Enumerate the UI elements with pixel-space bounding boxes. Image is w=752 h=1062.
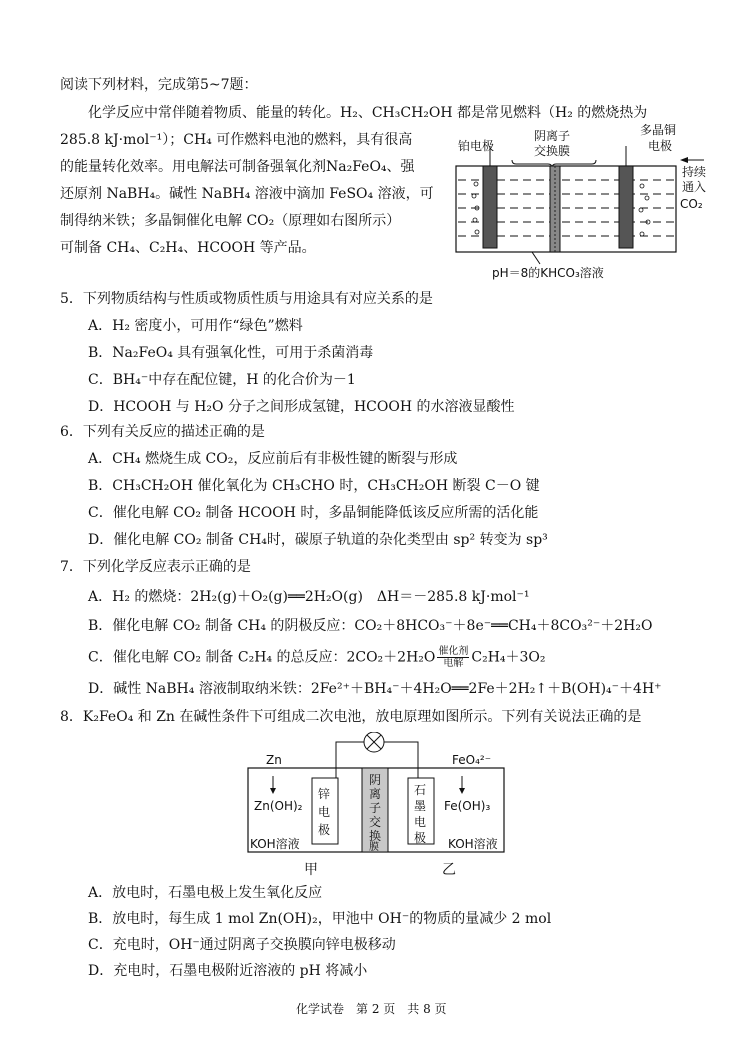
q7-option-a[interactable]: A．H₂ 的燃烧：2H₂(g)＋O₂(g)══2H₂O(g) ΔH＝－285.8 kJ·mol⁻¹ xyxy=(88,589,530,605)
q6-option-d[interactable]: D．催化电解 CO₂ 制备 CH₄时，碳原子轨道的杂化类型由 sp² 转变为 sp³ xyxy=(88,532,548,548)
intro-line-1: 化学反应中常伴随着物质、能量的转化。H₂、CH₃CH₂OH 都是常见燃料（H₂ 的燃烧热为 xyxy=(88,105,648,121)
q7-c-condition: $\frac{\text{催化剂}}{\text{电解}}$ xyxy=(438,646,469,669)
q8-option-a[interactable]: A．放电时，石墨电极上发生氧化反应 xyxy=(88,885,323,901)
label-solution: pH＝8的KHCO₃溶液 xyxy=(492,266,604,280)
zn-label: Zn xyxy=(266,753,282,767)
label-membrane-1: 阴离子 xyxy=(534,129,571,143)
label-yi: 乙 xyxy=(442,862,456,878)
q7-option-d[interactable]: D．碱性 NaBH₄ 溶液制取纳米铁：2Fe²⁺＋BH₄⁻＋4H₂O══2Fe＋2H₂↑＋B(OH)₄⁻＋4H⁺ xyxy=(88,681,662,697)
intro-line-2: 285.8 kJ·mol⁻¹）；CH₄ 可作燃料电池的燃料，具有很高 xyxy=(60,132,413,148)
membrane-char-3: 子 xyxy=(369,801,382,815)
q7-option-c[interactable] xyxy=(88,646,546,669)
membrane-char-6: 膜 xyxy=(369,842,379,853)
label-gas-1: 持续 xyxy=(682,165,707,179)
battery-diagram xyxy=(246,732,506,882)
zn-oh-2-label: Zn(OH)₂ xyxy=(254,799,303,813)
membrane-char-1: 阴 xyxy=(369,773,382,787)
q8-option-d[interactable]: D．充电时，石墨电极附近溶液的 pH 将减小 xyxy=(88,963,368,979)
intro-line-3: 的能量转化效率。用电解法可制备强氧化剂Na₂FeO₄、强 xyxy=(60,159,415,175)
intro-line-6: 可制备 CH₄、C₂H₄、HCOOH 等产品。 xyxy=(60,240,316,256)
graphite-electrode-char-4: 极 xyxy=(414,831,427,845)
membrane-char-4: 交 xyxy=(369,815,382,829)
label-cu-electrode-2: 电极 xyxy=(648,139,673,153)
q7-option-b[interactable]: B．催化电解 CO₂ 制备 CH₄ 的阴极反应：CO₂＋8HCO₃⁻＋8e⁻══CH₄＋8CO₃²⁻＋2H₂O xyxy=(88,618,653,634)
q7-c-right: C₂H₄＋3O₂ xyxy=(471,649,546,666)
membrane-char-2: 离 xyxy=(369,787,382,801)
q5-option-b[interactable]: B．Na₂FeO₄ 具有强氧化性，可用于杀菌消毒 xyxy=(88,345,374,361)
q6-option-c[interactable]: C．催化电解 CO₂ 制备 HCOOH 时，多晶铜能降低该反应所需的活化能 xyxy=(88,505,539,521)
label-cu-electrode-1: 多晶铜 xyxy=(640,124,677,137)
right-solution-label: KOH溶液 xyxy=(448,837,498,851)
q5-option-d[interactable]: D．HCOOH 与 H₂O 分子之间形成氢键，HCOOH 的水溶液显酸性 xyxy=(88,399,515,415)
zinc-electrode-char-3: 极 xyxy=(318,823,331,837)
electrolysis-diagram xyxy=(452,124,714,284)
q5-option-a[interactable]: A．H₂ 密度小，可用作“绿色”燃料 xyxy=(88,318,303,334)
feo4-label: FeO₄²⁻ xyxy=(452,753,492,767)
q6-stem: 6．下列有关反应的描述正确的是 xyxy=(60,424,265,440)
graphite-electrode-char-1: 石 xyxy=(414,783,427,797)
left-solution-label: KOH溶液 xyxy=(250,837,300,851)
intro-line-5: 制得纳米铁；多晶铜催化电解 CO₂（原理如右图所示） xyxy=(60,213,401,229)
q7-stem: 7．下列化学反应表示正确的是 xyxy=(60,559,251,575)
q8-option-c[interactable]: C．充电时，OH⁻通过阴离子交换膜向锌电极移动 xyxy=(88,937,396,953)
feoh3-label: Fe(OH)₃ xyxy=(444,799,491,813)
graphite-electrode-char-3: 电 xyxy=(414,815,427,829)
graphite-electrode-char-2: 墨 xyxy=(414,799,427,813)
label-pt-electrode: 铂电极 xyxy=(458,139,495,153)
q6-option-a[interactable]: A．CH₄ 燃烧生成 CO₂，反应前后有非极性键的断裂与形成 xyxy=(88,451,458,467)
intro-heading: 阅读下列材料，完成第5~7题： xyxy=(60,77,258,93)
zinc-electrode-char-2: 电 xyxy=(318,805,331,819)
intro-line-4: 还原剂 NaBH₄。碱性 NaBH₄ 溶液中滴加 FeSO₄ 溶液，可 xyxy=(60,186,434,202)
membrane-char-5: 换 xyxy=(369,829,382,843)
q8-stem: 8．K₂FeO₄ 和 Zn 在碱性条件下可组成二次电池，放电原理如图所示。下列有关说法正确的是 xyxy=(60,709,642,725)
label-gas-2: 通入 xyxy=(682,180,707,194)
zinc-electrode-char-1: 锌 xyxy=(318,787,331,801)
label-jia: 甲 xyxy=(304,862,318,878)
q6-option-b[interactable]: B．CH₃CH₂OH 催化氧化为 CH₃CHO 时，CH₃CH₂OH 断裂 C－O 键 xyxy=(88,478,540,494)
q7-c-left: C．催化电解 CO₂ 制备 C₂H₄ 的总反应：2CO₂＋2H₂O xyxy=(88,649,436,666)
q8-option-b[interactable]: B．放电时，每生成 1 mol Zn(OH)₂，甲池中 OH⁻的物质的量减少 2 mol xyxy=(88,911,552,927)
label-membrane-2: 交换膜 xyxy=(534,144,571,158)
label-gas-3: CO₂ xyxy=(680,197,703,211)
page-footer: 化学试卷 第 2 页 共 8 页 xyxy=(296,1002,447,1016)
q5-option-c[interactable]: C．BH₄⁻中存在配位键，H 的化合价为－1 xyxy=(88,372,356,388)
q5-stem: 5．下列物质结构与性质或物质性质与用途具有对应关系的是 xyxy=(60,291,433,307)
